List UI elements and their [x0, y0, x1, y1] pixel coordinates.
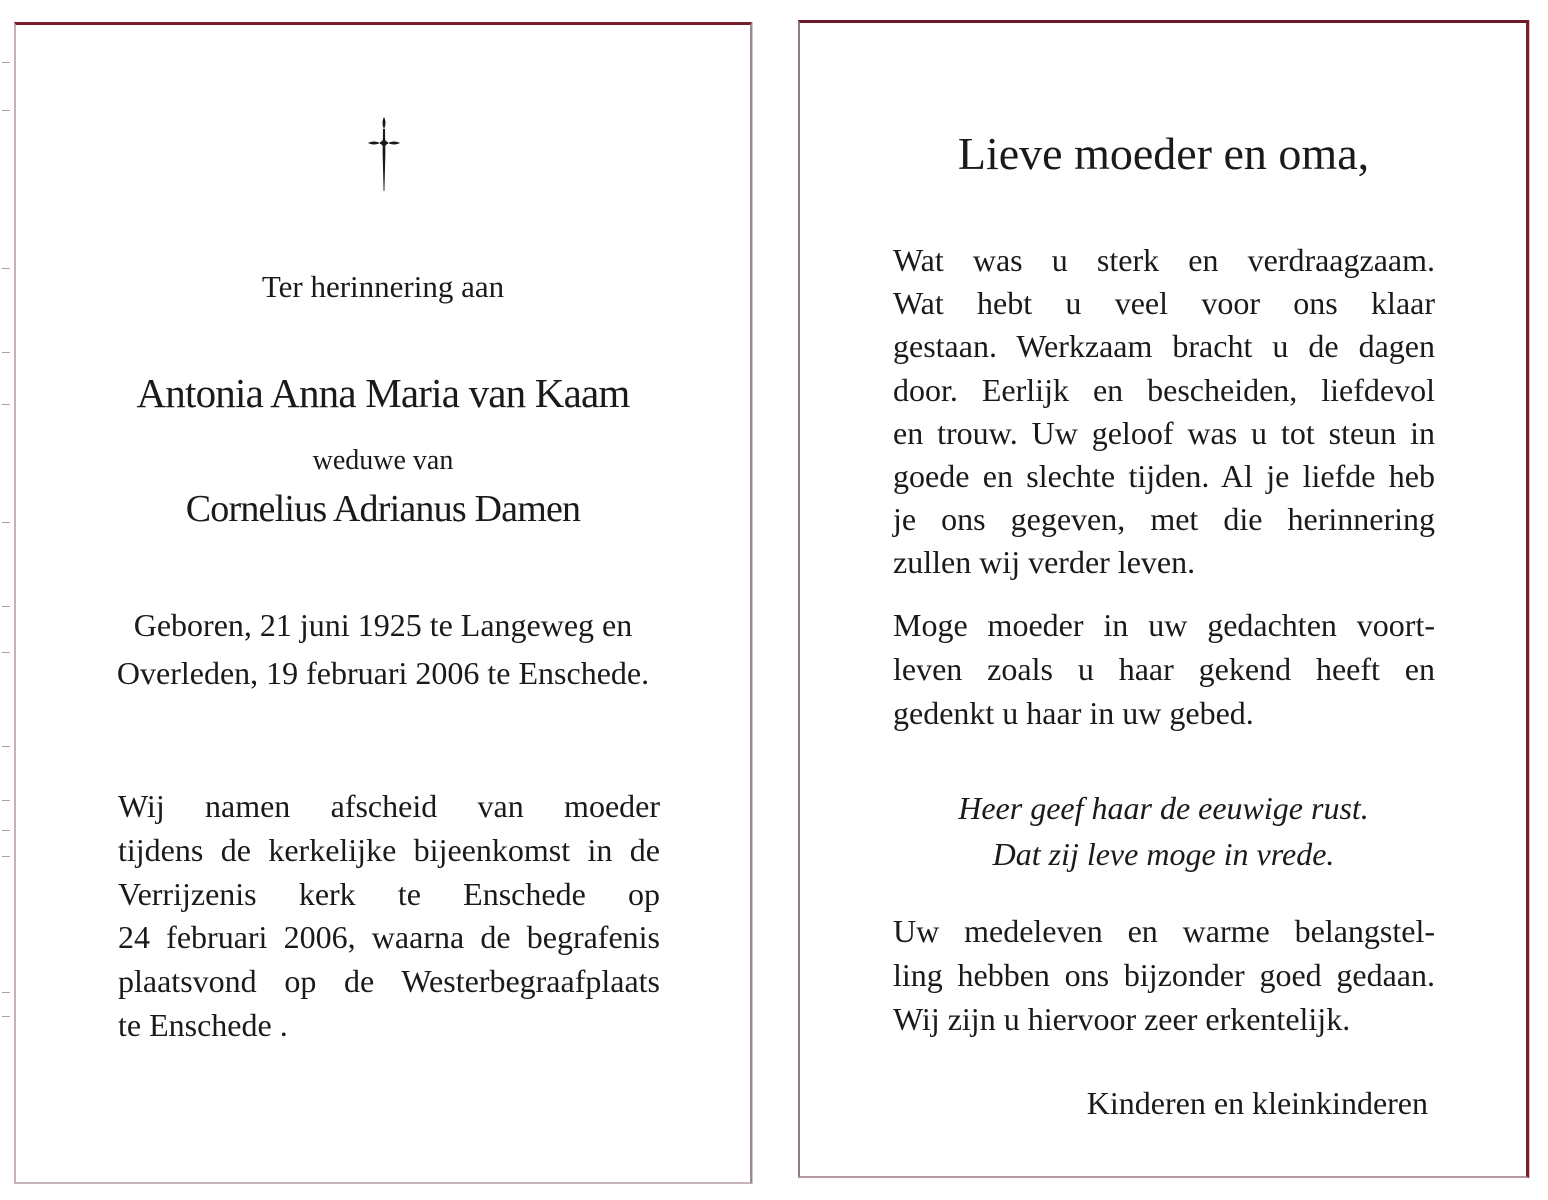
- thanks-line: Wij zijn u hiervoor zeer erkentelijk.: [893, 1001, 1351, 1037]
- tribute-line: gestaan. Werkzaam bracht u de dagen: [893, 328, 1435, 365]
- signature: Kinderen en kleinkinderen: [1086, 1085, 1428, 1121]
- thanks-line: Uw medeleven en warme belangstel-: [893, 913, 1435, 949]
- remembrance-line: Moge moeder in uw gedachten voort-: [893, 607, 1435, 643]
- deceased-name: Antonia Anna Maria van Kaam: [136, 370, 630, 416]
- tribute-line: goede en slechte tijden. Al je liefde heb: [893, 458, 1435, 495]
- card-title: Lieve moeder en oma,: [957, 128, 1370, 179]
- tribute-line: Wat hebt u veel voor ons klaar: [893, 285, 1435, 322]
- memorial-card-front: [14, 22, 752, 1184]
- farewell-line: Wij namen afscheid van moeder: [118, 788, 660, 824]
- farewell-line: 24 februari 2006, waarna de begrafenis: [118, 919, 660, 956]
- husband-name: Cornelius Adrianus Damen: [185, 488, 581, 530]
- prayer-line: Dat zij leve moge in vrede.: [992, 836, 1335, 872]
- remembrance-line: gedenkt u haar in uw gebed.: [893, 695, 1254, 731]
- farewell-line: te Enschede .: [118, 1006, 288, 1043]
- thanks-paragraph: [893, 909, 1435, 1041]
- widow-of-text: weduwe van: [312, 445, 454, 476]
- farewell-paragraph: [118, 785, 660, 1048]
- farewell-line: tijdens de kerkelijke bijeenkomst in de: [118, 831, 660, 868]
- remembrance-paragraph: [893, 603, 1435, 735]
- tribute-line: Wat was u sterk en verdraagzaam.: [893, 242, 1435, 278]
- scanner-edge-marks: [0, 0, 14, 1200]
- thanks-line: ling hebben ons bijzonder goed gedaan.: [893, 957, 1435, 993]
- memorial-card-back: [798, 20, 1529, 1178]
- tribute-line: je ons gegeven, met die herinnering: [893, 501, 1435, 538]
- remembrance-line: leven zoals u haar gekend heeft en: [893, 651, 1435, 687]
- intro-text: Ter herinnering aan: [261, 269, 505, 304]
- prayer-line: Heer geef haar de eeuwige rust.: [958, 790, 1369, 826]
- death-line: Overleden, 19 februari 2006 te Enschede.: [116, 655, 650, 691]
- tribute-line: door. Eerlijk en bescheiden, liefdevol: [893, 371, 1435, 408]
- tribute-line: en trouw. Uw geloof was u tot steun in: [893, 414, 1435, 451]
- birth-line: Geboren, 21 juni 1925 te Langeweg en: [133, 607, 633, 643]
- tribute-paragraph: [893, 239, 1435, 585]
- farewell-line: Verrijzenis kerk te Enschede op: [118, 875, 660, 912]
- farewell-line: plaatsvond op de Westerbegraafplaats: [118, 963, 660, 1000]
- tribute-line: zullen wij verder leven.: [893, 544, 1196, 581]
- prayer: [800, 785, 1527, 877]
- cross-icon: [362, 113, 406, 193]
